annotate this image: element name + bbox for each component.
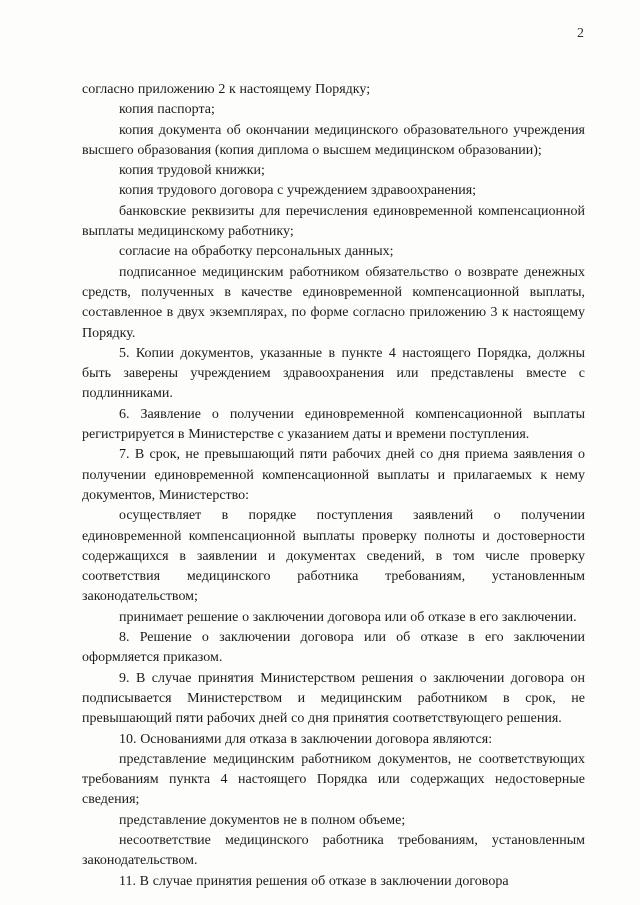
paragraph-6: 6. Заявление о получении единовременной компенсационной выплаты регистрируется в Министерстве с указанием даты и времени поступления. — [82, 406, 585, 443]
paragraph-10b: представление документов не в полном объеме; — [119, 812, 406, 828]
paragraph-8: 8. Решение о заключении договора или об отказе в его заключении оформляется приказом. — [82, 630, 585, 666]
paragraph-11: 11. В случае принятия решения об отказе в заключении договора — [119, 873, 509, 889]
paragraph-10a: представление медицинским работником документов, не соответствующих требованиям пункта 4 настоящего Порядка или содержащих недостоверные сведения; — [82, 751, 585, 808]
document-body — [82, 80, 585, 892]
paragraph-7b: принимает решение о заключении договора или об отказе в его заключении. — [119, 609, 577, 625]
paragraph-contract: копия трудового договора с учреждением здравоохранения; — [119, 183, 477, 199]
paragraph-5: 5. Копии документов, указанные в пункте 4 настоящего Порядка, должны быть заверены учреждением здравоохранения или представлены вместе с подлинниками. — [82, 345, 585, 402]
paragraph-diploma: копия документа об окончании медицинского образовательного учреждения высшего образования (копия диплома о высшем медицинском образовании); — [82, 122, 585, 158]
page-number: 2 — [577, 26, 584, 41]
paragraph-7: 7. В срок, не превышающий пяти рабочих дней со дня приема заявления о получении единовременной компенсационной выплаты и прилагаемых к нему документов, Министерство: — [82, 447, 585, 503]
paragraph-10: 10. Основаниями для отказа в заключении договора являются: — [119, 731, 493, 747]
paragraph-10c: несоответствие медицинского работника требованиям, установленным законодательством. — [82, 832, 585, 869]
paragraph-continuation: согласно приложению 2 к настоящему Порядку; — [82, 82, 371, 97]
paragraph-passport: копия паспорта; — [119, 102, 215, 118]
paragraph-obligation: подписанное медицинским работником обязательство о возврате денежных средств, полученных в качестве единовременной компенсационной выплаты, составленное в двух экземплярах, по форме согласно приложению 3 к настоящему Порядку. — [82, 264, 585, 341]
paragraph-9: 9. В случае принятия Министерством решения о заключении договора он подписывается Министерством и медицинским работником в срок, не превышающий пяти рабочих дней со дня принятия соответствующего решения. — [82, 670, 585, 727]
paragraph-consent: согласие на обработку персональных данных; — [119, 244, 394, 260]
paragraph-7a: осуществляет в порядке поступления заявлений о получении единовременной компенсационной выплаты проверку полноты и достоверности содержащихся в заявлении и документах сведений, в том числе проверку соответствия медицинского работника требованиям, установленным законодательством; — [82, 508, 585, 605]
paragraph-workbook: копия трудовой книжки; — [119, 163, 265, 179]
paragraph-bank: банковские реквизиты для перечисления единовременной компенсационной выплаты медицинскому работнику; — [82, 203, 585, 240]
